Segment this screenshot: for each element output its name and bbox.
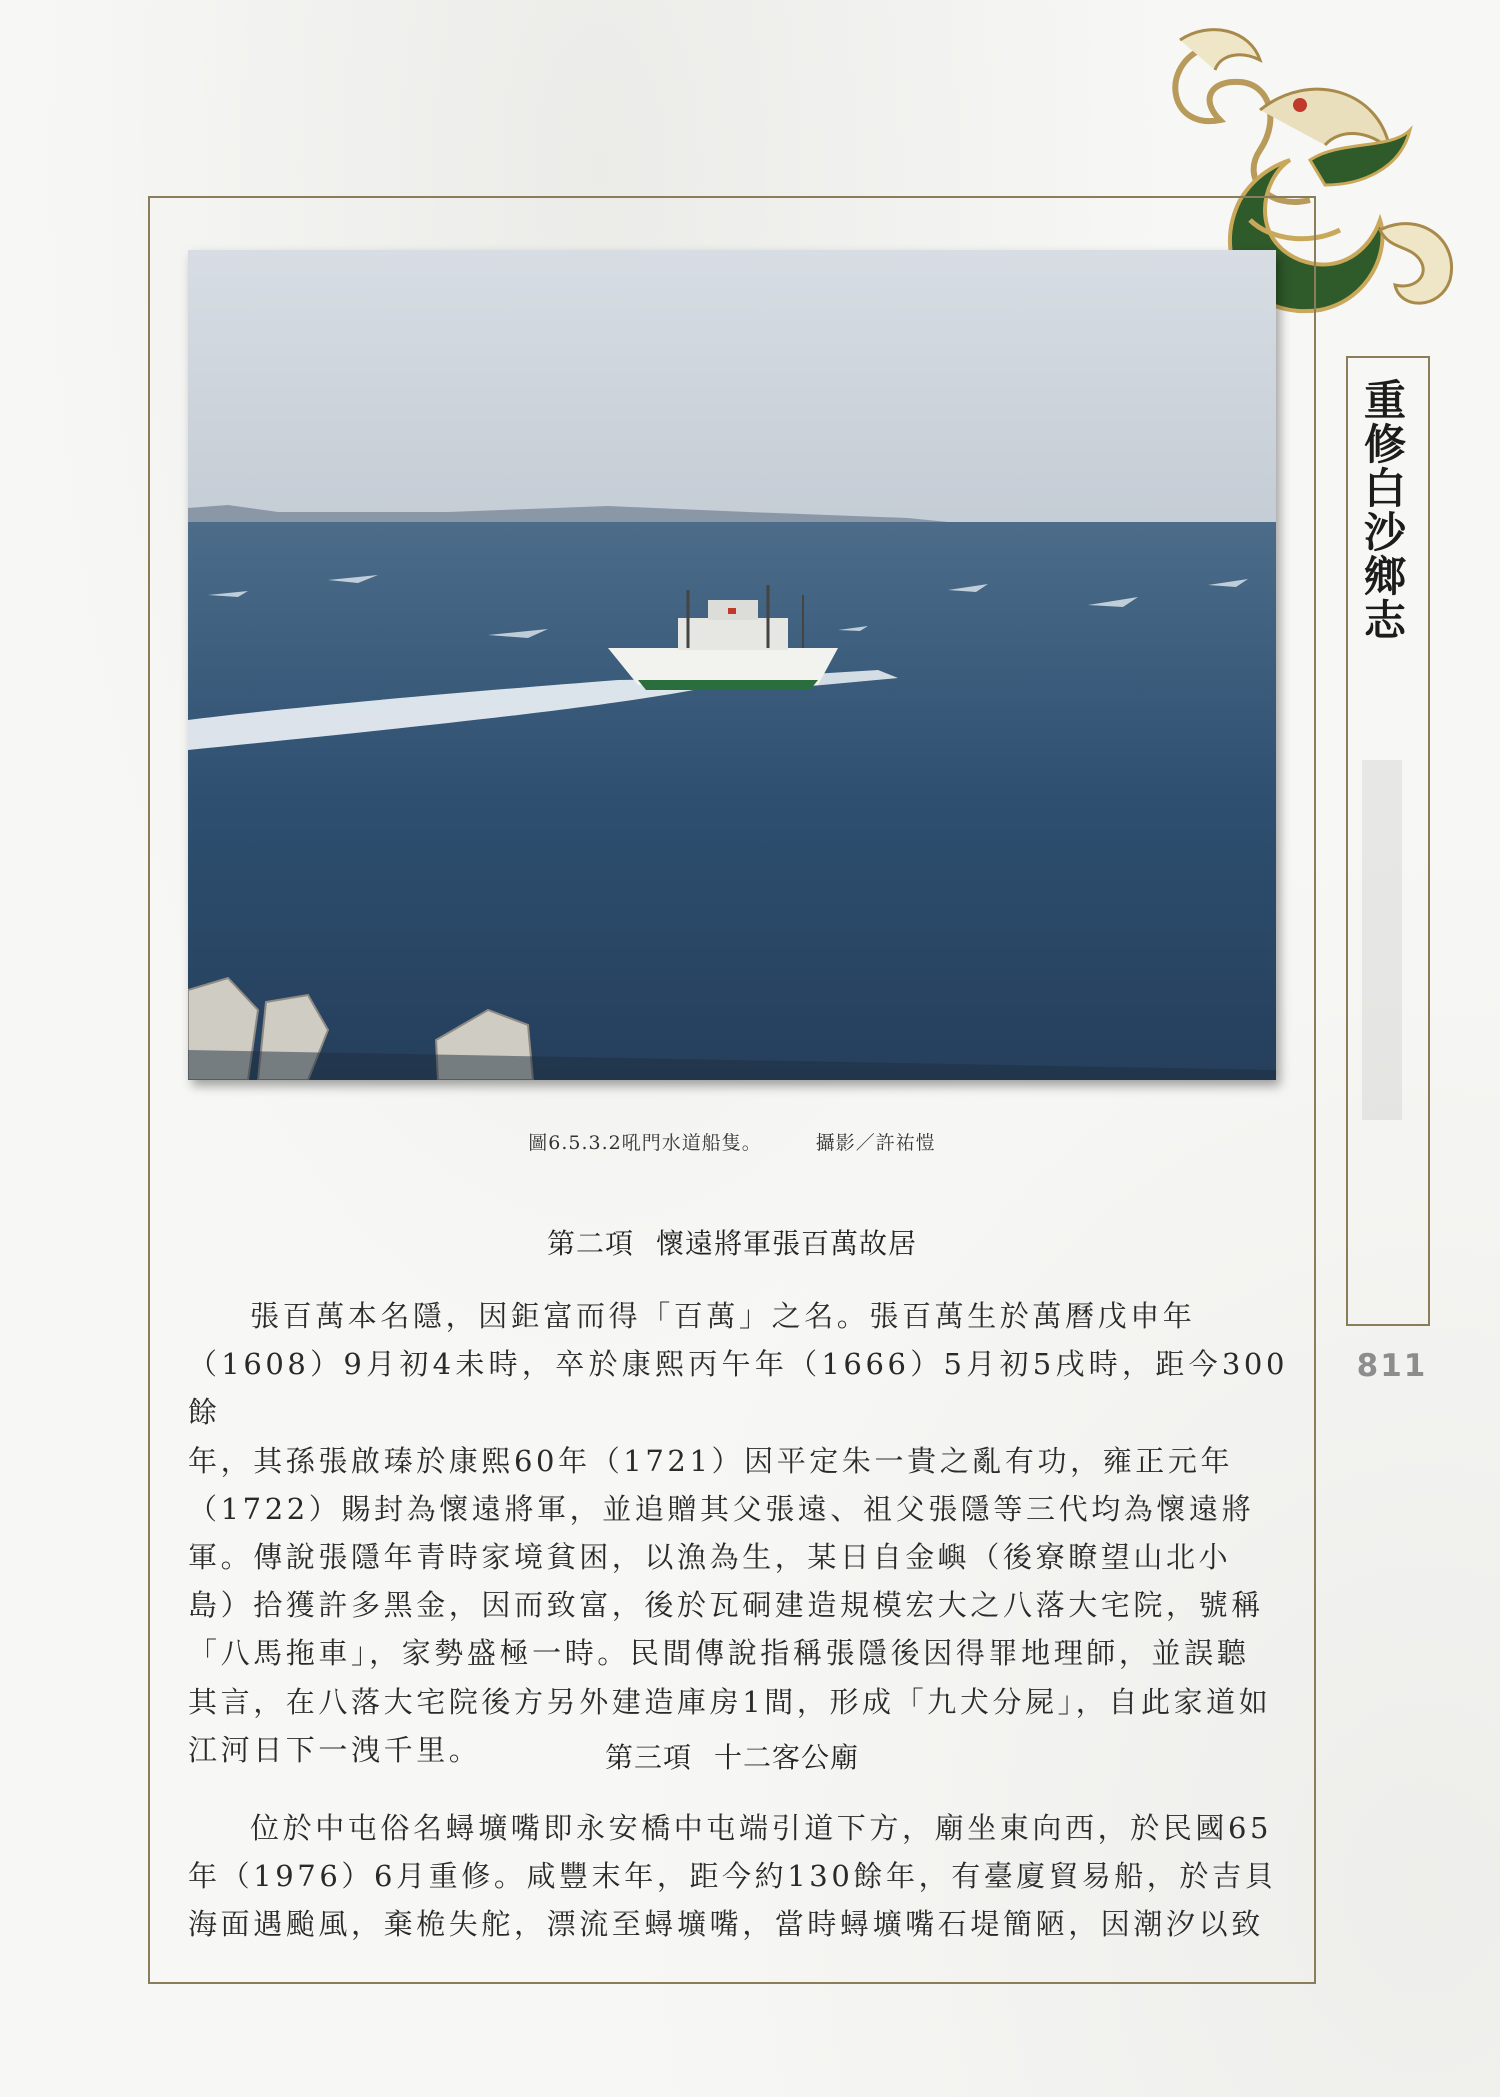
section-2-line: 年，其孫張啟瑧於康熙60年（1721）因平定朱一貴之亂有功，雍正元年 bbox=[188, 1443, 1234, 1478]
section-3-line: 年（1976）6月重修。咸豐末年，距今約130餘年，有臺廈貿易船，於吉貝 bbox=[188, 1859, 1278, 1894]
section-2-line: 軍。傳說張隱年青時家境貧困，以漁為生，某日自金嶼（後寮瞭望山北小 bbox=[188, 1540, 1232, 1575]
section-2-line: 其言，在八落大宅院後方另外建造庫房1間，形成「九犬分屍」，自此家道如 bbox=[188, 1684, 1272, 1719]
page-number: 811 bbox=[1356, 1348, 1428, 1384]
section-2-line: 江河日下一洩千里。 bbox=[188, 1732, 482, 1767]
section-2-line: 「八馬拖車」，家勢盛極一時。民間傳說指稱張隱後因得罪地理師，並誤聽 bbox=[188, 1636, 1250, 1671]
section-3-title: 十二客公廟 bbox=[714, 1741, 860, 1774]
section-2-title: 懷遠將軍張百萬故居 bbox=[656, 1227, 918, 1260]
section-3-body bbox=[188, 1804, 1288, 1949]
section-2-label: 第二項 bbox=[546, 1227, 634, 1260]
caption-credit: 攝影／許祐愷 bbox=[815, 1132, 936, 1154]
section-3-label: 第三項 bbox=[604, 1741, 692, 1774]
section-2-line: （1608）9月初4未時，卒於康熙丙午年（1666）5月初5戌時，距今300餘 bbox=[188, 1347, 1288, 1430]
faint-bleedthrough-mark bbox=[1352, 760, 1412, 1120]
caption-text: 圖6.5.3.2吼門水道船隻。 bbox=[528, 1132, 762, 1154]
section-2-heading bbox=[188, 1222, 1276, 1262]
section-2-line: 張百萬本名隱，因鉅富而得「百萬」之名。張百萬生於萬曆戊申年 bbox=[250, 1299, 1196, 1333]
section-3-line: 海面遇颱風，棄桅失舵，漂流至蟳壙嘴，當時蟳壙嘴石堤簡陋，因潮汐以致 bbox=[188, 1907, 1264, 1942]
section-2-line: （1722）賜封為懷遠將軍，並追贈其父張遠、祖父張隱等三代均為懷遠將 bbox=[188, 1491, 1255, 1526]
ship-in-channel-photo bbox=[188, 250, 1276, 1080]
section-2-line: 島）拾獲許多黑金，因而致富，後於瓦硐建造規模宏大之八落大宅院，號稱 bbox=[188, 1588, 1264, 1623]
section-2-body bbox=[188, 1292, 1288, 1774]
section-3-heading bbox=[188, 1736, 1276, 1776]
photo-caption bbox=[188, 1128, 1276, 1155]
section-3-line: 位於中屯俗名蟳壙嘴即永安橋中屯端引道下方，廟坐東向西，於民國65 bbox=[250, 1811, 1273, 1845]
side-title: 重修白沙鄉志 bbox=[1358, 378, 1407, 642]
